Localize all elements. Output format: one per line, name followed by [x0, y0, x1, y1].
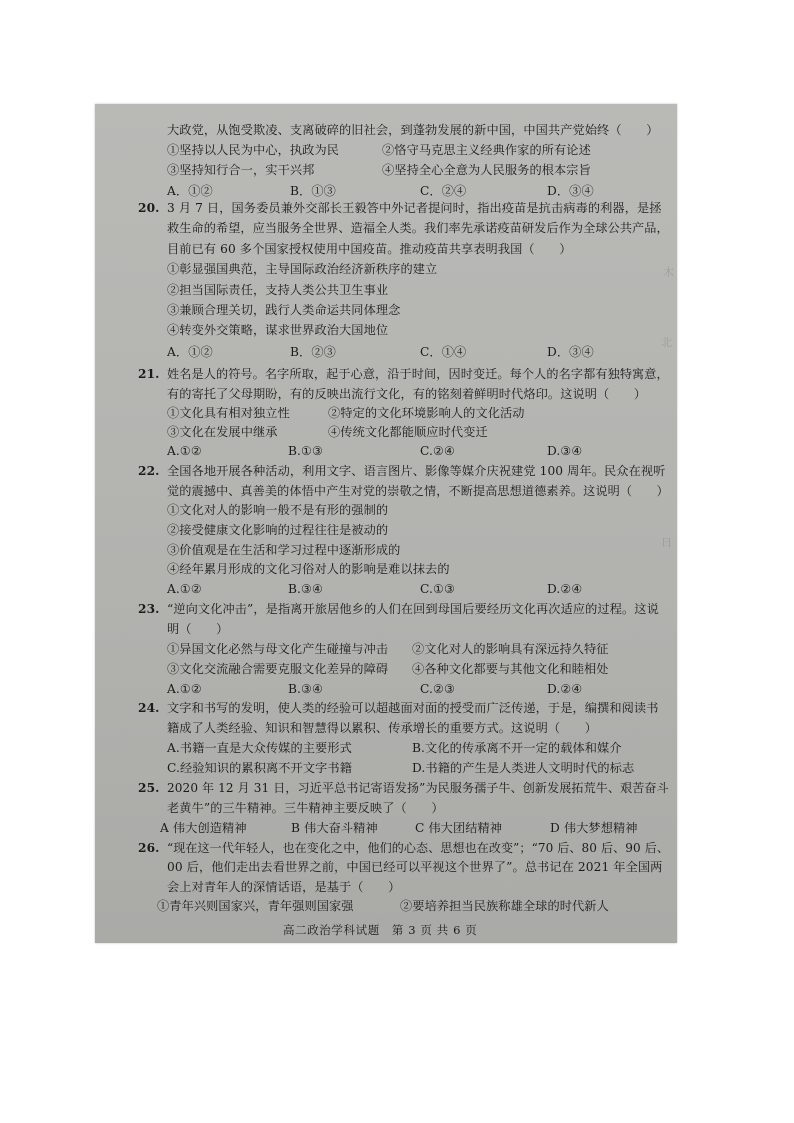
- q19-text-line: 大政党，从饱受欺凌、支离破碎的旧社会，到蓬勃发展的新中国，中国共产党始终（ ）: [167, 123, 659, 137]
- question-number: 26.: [138, 841, 160, 855]
- q23-choice: A.①②: [167, 682, 202, 696]
- question-number: 24.: [138, 701, 160, 715]
- q19-option: ③坚持知行合一，实干兴邦: [167, 163, 315, 177]
- question-number: 20.: [138, 201, 160, 215]
- q24-choice: B.文化的传承离不开一定的载体和媒介: [412, 741, 622, 755]
- q25-text-line: 老黄牛”的三牛精神。三牛精神主要反映了（ ）: [167, 801, 444, 815]
- q21-choice: D.③④: [547, 444, 583, 458]
- q22-choice: A.①②: [167, 582, 202, 596]
- q19-option: ④坚持全心全意为人民服务的根本宗旨: [382, 163, 591, 177]
- q21-option: ②特定的文化环境影响人的文化活动: [328, 406, 525, 420]
- q23-option: ②文化对人的影响具有深远持久特征: [412, 642, 609, 656]
- q22-option: ①文化对人的影响一般不是有形的强制的: [167, 503, 389, 517]
- q20-text-line: 3 月 7 日，国务委员兼外交部长王毅答中外记者提问时，指出疫苗是抗击病毒的利器，是拯: [167, 201, 662, 215]
- q26-text-line: 00 后，他们走出去看世界之前，中国已经可以平视这个世界了”。总书记在 2021 年全国两: [167, 860, 663, 874]
- bleed-through-mark: 日: [661, 536, 672, 549]
- q21-choice: C.②④: [420, 444, 456, 458]
- q24-text-line: 籍成了人类经验、知识和智慧得以累积、传承增长的重要方式。这说明（ ）: [167, 721, 598, 735]
- q22-option: ③价值观是在生活和学习过程中逐渐形成的: [167, 543, 401, 557]
- q20-text-line: 目前已有 60 多个国家授权使用中国疫苗。推动疫苗共享表明我国（ ）: [167, 242, 572, 256]
- question-number: 25.: [138, 781, 160, 795]
- q22-choice: B.③④: [288, 582, 324, 596]
- exam-page: [95, 104, 677, 943]
- q22-choice: D.②④: [547, 582, 583, 596]
- q21-option: ①文化具有相对独立性: [167, 406, 290, 420]
- question-number: 22.: [138, 464, 160, 478]
- q21-text-line: 有的寄托了父母期盼，有的反映出流行文化，有的铭刻着鲜明时代烙印。这说明（ ）: [167, 387, 647, 401]
- q19-option: ②恪守马克思主义经典作家的所有论述: [382, 143, 591, 157]
- q20-choice: D．③④: [547, 345, 594, 359]
- question-number: 23.: [138, 602, 160, 616]
- q20-option: ④转变外交策略，谋求世界政治大国地位: [167, 323, 389, 337]
- q23-choice: D.②④: [547, 682, 583, 696]
- q23-text-line: “逆向文化冲击”，是指离开旅居他乡的人们在回到母国后要经历文化再次适应的过程。这说: [167, 602, 659, 616]
- q26-text-line: “现在这一代年轻人，也在变化之中，他们的心态、思想也在改变”；“70 后、80 后、90 后、: [167, 841, 670, 855]
- q21-choice: B.①③: [288, 444, 324, 458]
- q22-option: ②接受健康文化影响的过程往往是被动的: [167, 523, 389, 537]
- q23-option: ③文化交流融合需要克服文化差异的障碍: [167, 662, 389, 676]
- question-number: 21.: [138, 367, 160, 381]
- q23-option: ④各种文化都要与其他文化和睦相处: [412, 662, 609, 676]
- q19-option: ①坚持以人民为中心，执政为民: [167, 143, 340, 157]
- q23-text-line: 明（ ）: [167, 622, 229, 636]
- q25-text-line: 2020 年 12 月 31 日，习近平总书记寄语发扬”为民服务孺子牛、创新发展拓荒牛、艰苦奋斗: [167, 781, 669, 795]
- q19-choice: B．①③: [290, 184, 336, 198]
- q22-choice: C.①③: [420, 582, 456, 596]
- q21-option: ④传统文化都能顺应时代变迁: [328, 425, 488, 439]
- q26-text-line: 会上对青年人的深情话语，是基于（ ）: [167, 880, 401, 894]
- q22-text-line: 全国各地开展各种活动，利用文字、语言图片、影像等媒介庆祝建党 100 周年。民众在视听: [167, 464, 666, 478]
- q20-choice: C．①④: [420, 345, 467, 359]
- q20-text-line: 救生命的希望，应当服务全世界、造福全人类。我们率先承诺疫苗研发后作为全球公共产品，: [167, 221, 669, 235]
- q22-option: ④经年累月形成的文化习俗对人的影响是难以抹去的: [167, 562, 450, 576]
- q20-choice: A．①②: [167, 345, 213, 359]
- q20-option: ②担当国际责任，支持人类公共卫生事业: [167, 283, 389, 297]
- q21-choice: A.①②: [167, 444, 202, 458]
- q19-choice: C．②④: [420, 184, 467, 198]
- q23-option: ①异国文化必然与母文化产生碰撞与冲击: [167, 642, 389, 656]
- q24-choice: D.书籍的产生是人类进人文明时代的标志: [412, 761, 635, 775]
- q20-option: ③兼顾合理关切，践行人类命运共同体理念: [167, 303, 401, 317]
- q26-option: ①青年兴则国家兴，青年强则国家强: [157, 899, 354, 913]
- q21-option: ③文化在发展中继承: [167, 425, 278, 439]
- q24-text-line: 文字和书写的发明，使人类的经验可以超越面对面的授受而广泛传递，于是，编撰和阅读书: [167, 701, 659, 715]
- q19-choice: A．①②: [167, 184, 213, 198]
- q19-choice: D．③④: [547, 184, 594, 198]
- q23-choice: B.③④: [288, 682, 324, 696]
- q20-option: ①彰显强国典范，主导国际政治经济新秩序的建立: [167, 262, 438, 276]
- page-footer: 高二政治学科试题 第 3 页 共 6 页: [283, 923, 478, 937]
- q23-choice: C.②③: [420, 682, 456, 696]
- q21-text-line: 姓名是人的符号。名字所取，起于心意，沿于时间，因时变迁。每个人的名字都有独特寓意，: [167, 367, 669, 381]
- q26-option: ②要培养担当民族称雄全球的时代新人: [400, 899, 609, 913]
- bleed-through-mark: 木: [663, 266, 674, 279]
- q25-choice: B 伟大奋斗精神: [291, 821, 378, 835]
- bleed-through-mark: 北: [661, 336, 672, 349]
- q20-choice: B．②③: [290, 345, 336, 359]
- q25-choice: C 伟大团结精神: [415, 821, 503, 835]
- exam-page-photo: [95, 104, 677, 943]
- q24-choice: C.经验知识的累积离不开文字书籍: [167, 761, 352, 775]
- q24-choice: A.书籍一直是大众传媒的主要形式: [167, 741, 352, 755]
- q25-choice: D 伟大梦想精神: [550, 821, 638, 835]
- q22-text-line: 觉的震撼中、真善美的体悟中产生对党的崇敬之情，不断提高思想道德素养。这说明（ ）: [167, 484, 669, 498]
- q25-choice: A 伟大创造精神: [160, 821, 247, 835]
